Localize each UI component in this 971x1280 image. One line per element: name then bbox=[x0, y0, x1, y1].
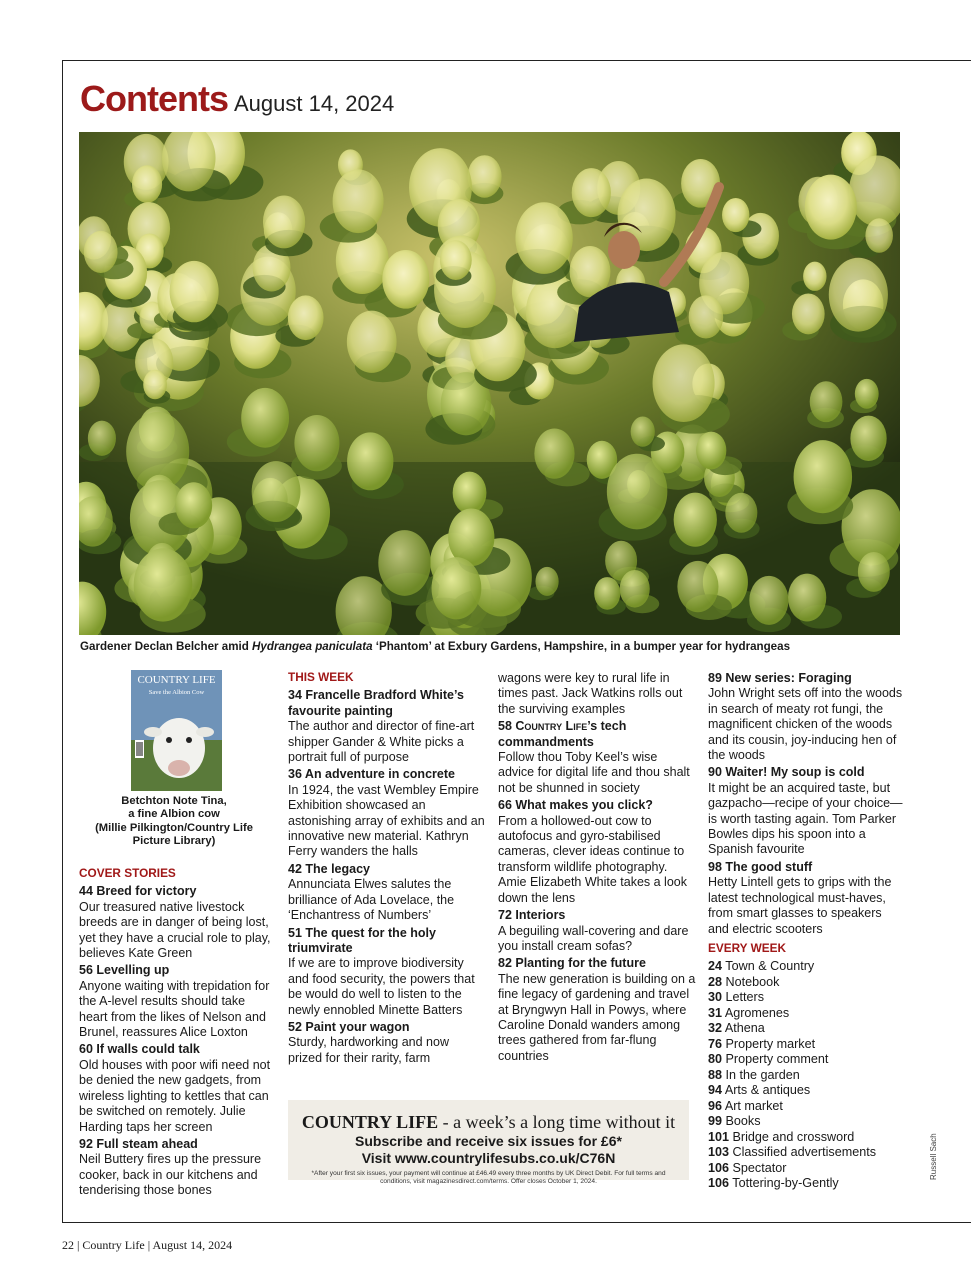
this-week-heading: THIS WEEK bbox=[288, 670, 354, 684]
cover-stories-heading: COVER STORIES bbox=[79, 866, 176, 880]
column-four bbox=[708, 671, 903, 1192]
every-week-page: 101 bbox=[708, 1129, 730, 1144]
every-week-page: 76 bbox=[708, 1036, 723, 1051]
entry-title: 90 Waiter! My soup is cold bbox=[708, 765, 865, 780]
toc-entry[interactable] bbox=[708, 860, 903, 937]
every-week-item[interactable] bbox=[708, 1145, 903, 1161]
entry-body: Sturdy, hardworking and now prized for their rarity, farm bbox=[288, 1035, 449, 1065]
toc-entry[interactable] bbox=[498, 956, 696, 1064]
every-week-item[interactable] bbox=[708, 1130, 903, 1146]
subscribe-headline bbox=[288, 1112, 689, 1133]
hero-photo bbox=[79, 132, 900, 635]
every-week-item[interactable] bbox=[708, 975, 903, 991]
every-week-page: 24 bbox=[708, 959, 723, 974]
toc-entry[interactable] bbox=[288, 688, 486, 765]
toc-entry[interactable] bbox=[288, 862, 486, 924]
entry-title: 66 What makes you click? bbox=[498, 798, 653, 813]
entry-body: Hetty Lintell gets to grips with the latest technological must-haves, from smart glasses to speakers and electric scooters bbox=[708, 875, 892, 936]
hydrangea-photo-illustration bbox=[79, 132, 900, 635]
every-week-label: Property market bbox=[725, 1036, 816, 1051]
every-week-page: 88 bbox=[708, 1067, 723, 1082]
toc-entry[interactable] bbox=[708, 765, 903, 857]
every-week-item[interactable] bbox=[708, 990, 903, 1006]
subscribe-box[interactable] bbox=[288, 1100, 689, 1185]
every-week-page: 80 bbox=[708, 1052, 723, 1067]
column-three bbox=[498, 671, 696, 1066]
every-week-page: 103 bbox=[708, 1145, 730, 1160]
entry-body: The author and director of fine-art shipper Gander & White picks a portrait full of purpose bbox=[288, 719, 475, 765]
cover-masthead: COUNTRY LIFE bbox=[137, 674, 216, 686]
every-week-label: In the garden bbox=[725, 1067, 800, 1082]
entry-title: 34 Francelle Bradford White’s favourite painting bbox=[288, 688, 464, 718]
every-week-label: Property comment bbox=[725, 1052, 829, 1067]
entry-body: Old houses with poor wifi need not be denied the new gadgets, from wireless lighting to kettles that can be switched on remotely. Julie Harding taps her screen bbox=[79, 1057, 271, 1134]
entry-title: 51 The quest for the holy triumvirate bbox=[288, 925, 436, 955]
cover-caption-line: (Millie Pilkington/Country Life bbox=[95, 821, 253, 834]
entry-body: A beguiling wall-covering and dare you install cream sofas? bbox=[498, 923, 689, 953]
entry-title: 52 Paint your wagon bbox=[288, 1019, 410, 1034]
contents-label: Contents bbox=[80, 78, 228, 119]
every-week-page: 94 bbox=[708, 1083, 723, 1098]
entry-title: 60 If walls could talk bbox=[79, 1042, 200, 1057]
every-week-list bbox=[708, 959, 903, 1192]
entry-body: Annunciata Elwes salutes the brilliance of Ada Lovelace, the ‘Enchantress of Numbers’ bbox=[288, 877, 455, 923]
every-week-label: Tottering-by-Gently bbox=[732, 1176, 839, 1191]
entry-title bbox=[498, 719, 696, 750]
every-week-label: Spectator bbox=[732, 1160, 787, 1175]
entry-body: In 1924, the vast Wembley Empire Exhibition showcased an astonishing array of exhibits and an innovative new material. Kathryn Ferry wanders the halls bbox=[288, 782, 485, 859]
cover-caption-line: Betchton Note Tina, bbox=[121, 795, 227, 807]
cover-thumbnail[interactable] bbox=[131, 670, 222, 791]
toc-entry[interactable] bbox=[288, 1020, 486, 1066]
cover-tagline: Save the Albion Cow bbox=[148, 689, 205, 696]
every-week-item[interactable] bbox=[708, 1161, 903, 1177]
entry-number: 58 bbox=[498, 719, 516, 734]
every-week-page: 32 bbox=[708, 1021, 723, 1036]
every-week-item[interactable] bbox=[708, 1006, 903, 1022]
entry-body: wagons were key to rural life in times past. Jack Watkins rolls out the surviving examples bbox=[498, 671, 683, 716]
toc-entry[interactable] bbox=[498, 798, 696, 906]
every-week-label: Art market bbox=[724, 1098, 783, 1113]
every-week-label: Agromenes bbox=[724, 1005, 790, 1020]
every-week-label: Notebook bbox=[725, 974, 780, 989]
entry-brand: Country Life bbox=[515, 719, 588, 734]
subscribe-offer: Subscribe and receive six issues for £6* bbox=[355, 1133, 622, 1149]
every-week-page: 106 bbox=[708, 1160, 730, 1175]
every-week-label: Town & Country bbox=[725, 959, 815, 974]
cover-image bbox=[131, 670, 222, 791]
entry-body: Neil Buttery fires up the pressure cooker, back in our kitchens and tenderising those bones bbox=[79, 1152, 262, 1198]
entry-title: 72 Interiors bbox=[498, 908, 566, 923]
every-week-label: Athena bbox=[724, 1021, 765, 1036]
this-week-column bbox=[288, 670, 486, 1068]
every-week-item[interactable] bbox=[708, 1083, 903, 1099]
issue-date: August 14, 2024 bbox=[234, 91, 395, 116]
page-title bbox=[80, 78, 394, 120]
subscribe-brand: COUNTRY LIFE bbox=[301, 1112, 439, 1132]
subscribe-fine-print: *After your first six issues, your payment will continue at £46.49 every three months by UK Direct Debit. For full terms and conditions, visit magazinesdirect.com/terms. Offer closes October 1, 2024. bbox=[311, 1170, 666, 1185]
every-week-item[interactable] bbox=[708, 959, 903, 975]
every-week-label: Arts & antiques bbox=[724, 1083, 811, 1098]
every-week-item[interactable] bbox=[708, 1052, 903, 1068]
entry-title: 98 The good stuff bbox=[708, 859, 813, 874]
entry-body: John Wright sets off into the woods in search of meaty rot fungi, the magnificent chicken of the woods and its cousin, joy-inducing hen of the woods bbox=[708, 686, 903, 763]
every-week-label: Classified advertisements bbox=[732, 1145, 877, 1160]
cover-stories-column bbox=[79, 866, 277, 1201]
entry-title: 42 The legacy bbox=[288, 861, 370, 876]
every-week-item[interactable] bbox=[708, 1099, 903, 1115]
every-week-page: 96 bbox=[708, 1098, 723, 1113]
subscribe-tagline: - a week’s a long time without it bbox=[438, 1112, 676, 1132]
entry-title: 36 An adventure in concrete bbox=[288, 767, 455, 782]
toc-entry[interactable] bbox=[79, 1042, 277, 1134]
toc-entry[interactable] bbox=[79, 963, 277, 1040]
toc-entry-continuation bbox=[498, 671, 696, 717]
photo-caption bbox=[80, 640, 910, 653]
every-week-label: Books bbox=[725, 1114, 761, 1129]
entry-title: 92 Full steam ahead bbox=[79, 1136, 198, 1151]
cover-caption-line: Picture Library) bbox=[132, 835, 216, 848]
cover-caption-line: a fine Albion cow bbox=[128, 808, 220, 821]
toc-entry[interactable] bbox=[288, 767, 486, 859]
every-week-page: 99 bbox=[708, 1114, 723, 1129]
caption-text-rest: ‘Phantom’ at Exbury Gardens, Hampshire, in a bumper year for hydrangeas bbox=[372, 640, 791, 653]
toc-entry[interactable] bbox=[498, 719, 696, 796]
every-week-label: Bridge and crossword bbox=[732, 1129, 855, 1144]
every-week-heading: EVERY WEEK bbox=[708, 940, 787, 955]
entry-body: Anyone waiting with trepidation for the A-level results should take heart from the likes of Nelson and Brunel, reassures Alice Loxton bbox=[79, 978, 270, 1040]
every-week-page: 31 bbox=[708, 1005, 723, 1020]
entry-title: 56 Levelling up bbox=[79, 963, 170, 978]
photo-credit: Russell Sach bbox=[929, 1133, 938, 1180]
caption-text: Gardener Declan Belcher amid bbox=[80, 640, 253, 653]
page-folio: 22 | Country Life | August 14, 2024 bbox=[62, 1238, 233, 1252]
every-week-item[interactable] bbox=[708, 1021, 903, 1037]
entry-title: 44 Breed for victory bbox=[79, 884, 197, 899]
every-week-item[interactable] bbox=[708, 1037, 903, 1053]
every-week-page: 30 bbox=[708, 990, 723, 1005]
entry-title-rest: ’s tech commandments bbox=[498, 719, 627, 749]
entry-title: 89 New series: Foraging bbox=[708, 671, 852, 685]
every-week-item[interactable] bbox=[708, 1068, 903, 1084]
subscribe-url[interactable]: Visit www.countrylifesubs.co.uk/C76N bbox=[361, 1150, 616, 1166]
every-week-item[interactable] bbox=[708, 1176, 903, 1192]
entry-body: If we are to improve biodiversity and food security, the powers that be would do well to listen to the newly ennobled Minette Batters bbox=[288, 956, 475, 1017]
every-week-item[interactable] bbox=[708, 1114, 903, 1130]
toc-entry[interactable] bbox=[498, 908, 696, 954]
toc-entry[interactable] bbox=[79, 1137, 277, 1199]
entry-body: Follow thou Toby Keel’s wise advice for digital life and thou shalt not be shunned in society bbox=[498, 750, 690, 795]
toc-entry[interactable] bbox=[708, 671, 903, 763]
entry-body: It might be an acquired taste, but gazpacho—recipe of your choice—is worth tasting again. Tom Parker Bowles dips his spoon into a Spanish favourite bbox=[708, 780, 903, 857]
entry-title: 82 Planting for the future bbox=[498, 956, 646, 971]
toc-entry[interactable] bbox=[79, 884, 277, 961]
toc-entry[interactable] bbox=[288, 926, 486, 1018]
entry-body: From a hollowed-out cow to autofocus and gyro-stabilised cameras, clever ideas continue to transform wildlife photography. Amie Elizabeth White takes a look down the lens bbox=[498, 813, 687, 905]
every-week-page: 106 bbox=[708, 1176, 730, 1191]
cover-caption bbox=[79, 795, 269, 849]
every-week-label: Letters bbox=[725, 990, 765, 1005]
entry-body: The new generation is building on a fine legacy of gardening and travel at Bryngwyn Hall in Powys, where Caroline Donald wanders among trees gathered from far-flung countries bbox=[498, 971, 696, 1063]
every-week-page: 28 bbox=[708, 974, 723, 989]
entry-body: Our treasured native livestock breeds are in danger of being lost, yet they have a crucial role to play, believes Kate Green bbox=[79, 899, 271, 961]
caption-species: Hydrangea paniculata bbox=[252, 640, 373, 653]
